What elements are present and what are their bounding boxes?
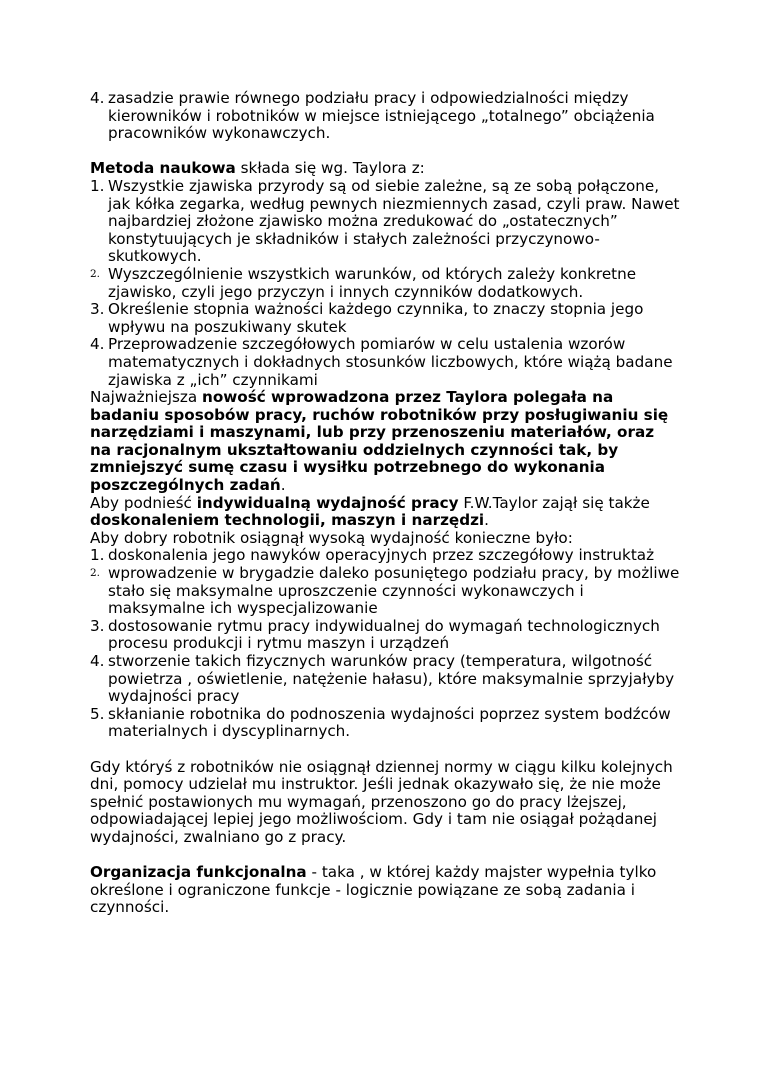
bold-text: doskonaleniem technologii, maszyn i narzędzi — [90, 511, 485, 530]
list-number: 2. — [90, 267, 101, 280]
productivity-paragraph — [90, 495, 680, 530]
list-item-text: zasadzie prawie równego podziału pracy i odpowiedzialności między kierowników i robotników w miejsce istniejącego „totalnego” obciążenia pracowników wykonawczych. — [108, 89, 655, 143]
paragraph-text: F.W.Taylor zajął się także — [458, 493, 650, 512]
list-number: 4. — [90, 652, 105, 670]
paragraph-text: . — [484, 511, 489, 530]
list-number: 1. — [90, 176, 105, 195]
list-item — [90, 301, 680, 336]
list-item-text: stworzenie takich fizycznych warunków pracy (temperatura, wilgotność powietrza , oświetlenie, natężenie hałasu), które maksymalnie sprzyjałyby wydajności pracy — [108, 652, 675, 706]
list-number: 3. — [90, 616, 105, 635]
spacer — [90, 143, 680, 161]
worker-intro: Aby dobry robotnik osiągnął wysoką wydajność konieczne było: — [90, 528, 573, 547]
list-number: 4. — [90, 89, 105, 107]
list-item-text: skłanianie robotnika do podnoszenia wydajności poprzez system bodźców materialnych i dyscyplinarnych. — [108, 704, 671, 741]
list-item-text: Wszystkie zjawiska przyrody są od siebie zależne, są ze sobą połączone, jak kółka zegarka, według pewnych niezmiennych zasad, czyli praw. Nawet najbardziej złożone zjawisko można zredukować do „ostatecznych” konstytuujących je składników i stałych zależności przyczynowo-skutkowych. — [108, 176, 680, 266]
list-item-text: Określenie stopnia ważności każdego czynnika, to znaczy stopnia jego wpływu na poszukiwany skutek — [108, 300, 644, 336]
list-item — [90, 547, 680, 565]
heading-text: składa się wg. Taylora z: — [235, 159, 425, 178]
paragraph-text: - taka , w której każdy majster wypełnia tylko określone i ograniczone funkcje - logicznie powiązane ze sobą zadania i czynności. — [90, 863, 657, 917]
functional-organization-paragraph — [90, 864, 680, 917]
bold-term: Metoda naukowa — [90, 159, 236, 178]
list-item — [90, 706, 680, 741]
list-number: 3. — [90, 300, 105, 319]
document-page — [90, 90, 680, 917]
list-item-text: Przeprowadzenie szczegółowych pomiarów w celu ustalenia wzorów matematycznych i dokładnych stosunków liczbowych, które wiążą badane zjawiska z „ich” czynnikami — [108, 335, 673, 389]
list-item — [90, 266, 680, 301]
list-item — [90, 565, 680, 618]
spacer — [90, 741, 680, 759]
list-number: 4. — [90, 335, 105, 354]
paragraph-text: Najważniejsza — [90, 388, 203, 407]
norm-paragraph: Gdy któryś z robotników nie osiągnął dziennej normy w ciągu kilku kolejnych dni, pomocy udzielał mu instruktor. Jeśli jednak okazywało się, że nie może spełnić postawionych mu wymagań, przenoszono go do pracy lżejszej, odpowiadającej lepiej jego możliwościom. Gdy i tam nie osiągał pożądanej wydajności, zwalniano go z pracy. — [90, 757, 673, 846]
bold-term: Organizacja funkcjonalna — [90, 863, 307, 882]
list-item — [90, 653, 680, 706]
spacer — [90, 847, 680, 865]
list-item — [90, 90, 680, 143]
list-item — [90, 618, 680, 653]
list-item — [90, 178, 680, 266]
paragraph-text: Aby podnieść — [90, 493, 197, 512]
list-item — [90, 336, 680, 389]
list-item-text: doskonalenia jego nawyków operacyjnych przez szczegółowy instruktaż — [108, 546, 655, 565]
bold-text: nowość wprowadzona przez Taylora polegała na badaniu sposobów pracy, ruchów robotników przy posługiwaniu się narzędziami i maszynami, lub przy przenoszeniu materiałów, oraz na racjonalnym ukształtowaniu oddzielnych czynności tak, by zmniejszyć sumę czasu i wysiłku potrzebnego do wykonania poszczególnych zadań — [90, 388, 669, 495]
list-number: 2. — [90, 567, 101, 580]
list-item-text: wprowadzenie w brygadzie daleko posuniętego podziału pracy, by możliwe stało się maksymalne uproszczenie czynności wykonawczych i maksymalne ich wyspecjalizowanie — [108, 564, 680, 618]
list-item-text: Wyszczególnienie wszystkich warunków, od których zależy konkretne zjawisko, czyli jego przyczyn i innych czynników dodatkowych. — [108, 264, 637, 301]
list-item-text: dostosowanie rytmu pracy indywidualnej do wymagań technologicznych procesu produkcji i rytmu maszyn i urządzeń — [108, 616, 660, 653]
novelty-paragraph — [90, 389, 680, 495]
list-number: 5. — [90, 704, 105, 723]
list-number: 1. — [90, 546, 105, 565]
bold-text: indywidualną wydajność pracy — [196, 493, 459, 512]
scientific-method-heading — [90, 160, 680, 178]
paragraph-text: . — [280, 476, 286, 495]
